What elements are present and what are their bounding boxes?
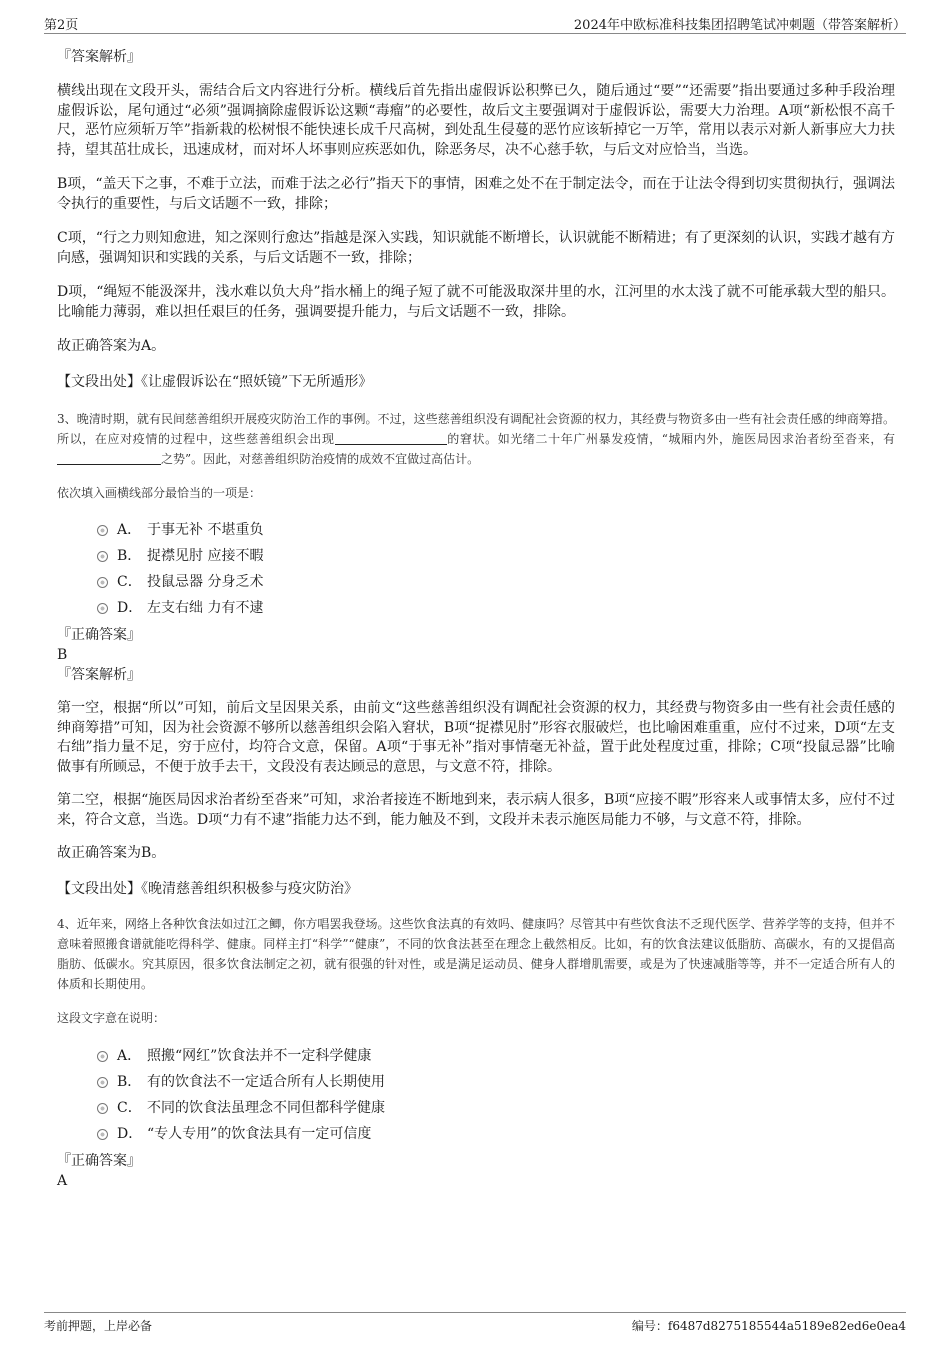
question-4-options	[97, 1043, 895, 1147]
radio-icon[interactable]	[97, 1103, 108, 1114]
analysis-paragraph: 横线出现在文段开头，需结合后文内容进行分析。横线后首先指出虚假诉讼积弊已久，随后通过“要”“还需要”指出要通过多种手段治理虚假诉讼，尾句通过“必须”强调摘除虚假诉讼这颗“毒瘤”的必要性，故后文主要强调对于虚假诉讼，需要大力治理。A项“新松恨不高千尺，恶竹应须斩万竿”指新栽的松树恨不能快速长成千尺高树，到处乱生侵蔓的恶竹应该斩掉它一万竿，常用以表示对新人新事应大力扶持，望其茁壮成长，迅速成材，而对坏人坏事则应疾恶如仇，除恶务尽，决不心慈手软，与后文对应恰当，当选。	[57, 83, 895, 158]
page-number: 第2页	[44, 18, 79, 33]
radio-icon[interactable]	[97, 1129, 108, 1140]
correct-answer-label: 『正确答案』	[57, 1153, 141, 1169]
question-3-options	[97, 517, 895, 621]
source-citation: 【文段出处】《晚清慈善组织积极参与疫灾防治》	[57, 880, 358, 897]
fill-blank-2	[57, 451, 161, 465]
analysis-paragraph: 第一空，根据“所以”可知，前后文呈因果关系，由前文“这些慈善组织没有调配社会资源的权力，其经费与物资多由一些有社会责任感的绅商筹措”可知，因为社会资源不够所以慈善组织会陷入窘状，B项“捉襟见肘”形容衣服破烂，也比喻困难重重，应付不过来，D项“左支右绌”指力量不足，穷于应付，均符合文意，保留。A项“于事无补”指对事情毫无补益，置于此处程度过重，排除；C项“投鼠忌器”比喻做事有所顾忌，不便于放手去干，文段没有表达顾忌的意思，与文意不符，排除。	[57, 700, 895, 775]
conclusion: 故正确答案为A。	[57, 338, 166, 354]
option-c[interactable]: C． 投鼠忌器 分身乏术	[97, 569, 895, 595]
option-b[interactable]: B． 捉襟见肘 应接不暇	[97, 543, 895, 569]
fill-blank-1	[335, 431, 447, 445]
footer-slogan: 考前押题，上岸必备	[44, 1319, 153, 1333]
option-a[interactable]: A． 照搬“网红”饮食法并不一定科学健康	[97, 1043, 895, 1069]
analysis-paragraph: B项，“盖天下之事，不难于立法，而难于法之必行”指天下的事情，困难之处不在于制定法令，而在于让法令得到切实贯彻执行，强调法令执行的重要性，与后文话题不一致，排除；	[57, 176, 895, 212]
radio-icon[interactable]	[97, 1051, 108, 1062]
analysis-label: 『答案解析』	[57, 667, 141, 683]
source-citation: 【文段出处】《让虚假诉讼在“照妖镜”下无所遁形》	[57, 373, 373, 390]
option-c[interactable]: C． 不同的饮食法虽理念不同但都科学健康	[97, 1095, 895, 1121]
analysis-label: 『答案解析』	[57, 49, 141, 65]
page-content	[57, 44, 895, 1191]
question-4-text: 4、近年来，网络上各种饮食法如过江之鲫，你方唱罢我登场。这些饮食法真的有效吗、健康吗？尽管其中有些饮食法不乏现代医学、营养学等的支持，但并不意味着照搬食谱就能吃得科学、健康。同样主打“科学”“健康”，不同的饮食法甚至在理念上截然相反。比如，有的饮食法建议低脂肪、高碳水，有的又提倡高脂肪、低碳水。究其原因，很多饮食法制定之初，就有很强的针对性，或是满足运动员、健身人群增肌需要，或是为了快速减脂等等，并不一定适合所有人的体质和长期使用。	[57, 917, 895, 991]
question-3-prompt: 依次填入画横线部分最恰当的一项是：	[57, 486, 262, 500]
radio-icon[interactable]	[97, 1077, 108, 1088]
radio-icon[interactable]	[97, 551, 108, 562]
analysis-paragraph: C项，“行之力则知愈进，知之深则行愈达”指越是深入实践，知识就能不断增长，认识就能不断精进；有了更深刻的认识，实践才越有方向感，强调知识和实践的关系，与后文话题不一致，排除；	[57, 230, 895, 266]
radio-icon[interactable]	[97, 525, 108, 536]
option-a[interactable]: A． 于事无补 不堪重负	[97, 517, 895, 543]
document-id: 编号：f6487d8275185544a5189e82ed6e0ea4	[631, 1319, 906, 1333]
analysis-paragraph: D项，“绳短不能汲深井，浅水难以负大舟”指水桶上的绳子短了就不可能汲取深井里的水，江河里的水太浅了就不可能承载大型的船只。比喻能力薄弱，难以担任艰巨的任务，强调要提升能力，与后文话题不一致，排除。	[57, 284, 895, 320]
option-d[interactable]: D． 左支右绌 力有不逮	[97, 595, 895, 621]
question-4-prompt: 这段文字意在说明：	[57, 1011, 166, 1025]
question-3-text: 3、晚清时期，就有民间慈善组织开展疫灾防治工作的事例。不过，这些慈善组织没有调配社会资源的权力，其经费与物资多由一些有社会责任感的绅商筹措。所以，在应对疫情的过程中，这些慈善组织会出现 的窘状。如光绪二十年广州暴发疫情，“城厢内外，施医局因求治者纷至沓来，有之势”。因此，对慈善组织防治疫情的成效不宜做过高估计。	[57, 412, 895, 466]
correct-answer-label: 『正确答案』	[57, 627, 141, 643]
analysis-paragraph: 第二空，根据“施医局因求治者纷至沓来”可知，求治者接连不断地到来，表示病人很多，B项“应接不暇”形容来人或事情太多，应付不过来，符合文意，当选。D项“力有不逮”指能力达不到，能力触及不到，文段并未表示施医局能力不够，与文意不符，排除。	[57, 792, 895, 828]
correct-answer: B	[57, 647, 68, 663]
conclusion: 故正确答案为B。	[57, 845, 166, 861]
option-d[interactable]: D． “专人专用”的饮食法具有一定可信度	[97, 1121, 895, 1147]
radio-icon[interactable]	[97, 577, 108, 588]
option-b[interactable]: B． 有的饮食法不一定适合所有人长期使用	[97, 1069, 895, 1095]
page-header	[44, 8, 906, 34]
radio-icon[interactable]	[97, 603, 108, 614]
page-footer	[44, 1312, 906, 1333]
document-title: 2024年中欧标准科技集团招聘笔试冲刺题（带答案解析）	[573, 18, 906, 33]
correct-answer: A	[57, 1173, 68, 1189]
